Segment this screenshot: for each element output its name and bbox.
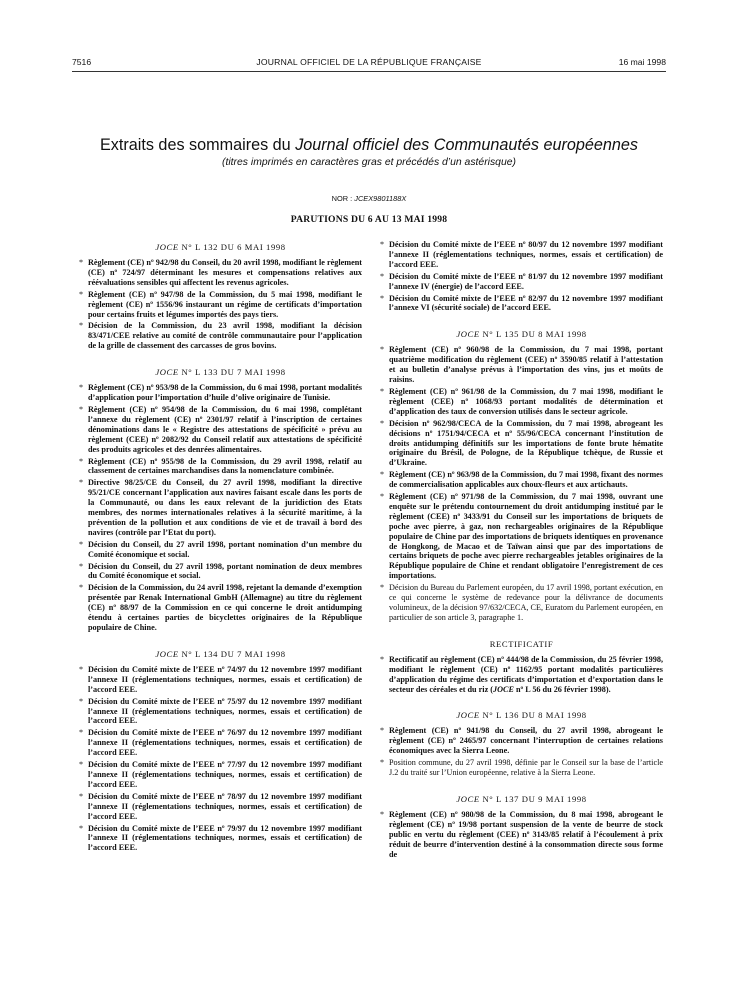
title-italic: Journal officiel des Communautés européennes [295, 136, 639, 154]
summary-item [79, 665, 362, 695]
item-bold-text: Règlement (CE) nº 942/98 du Conseil, du 20 avril 1998, modifiant le règlement (CE) nº 724/97 déterminant les mesures et compensations relatives aux réévaluations sensibles qui affectent les revenus agricoles. [88, 258, 362, 287]
asterisk-mark: * [380, 470, 385, 480]
section-gap [380, 625, 663, 637]
summary-item [79, 728, 362, 758]
section-heading-text: L 137 DU 9 MAI 1998 [496, 793, 587, 804]
joce-label: JOCE [456, 710, 480, 721]
summary-item [79, 457, 362, 477]
asterisk-mark: * [79, 728, 84, 738]
asterisk-mark: * [79, 791, 84, 801]
asterisk-mark: * [380, 418, 385, 428]
section-heading: JOCE N° L 133 DU 7 MAI 1998 [155, 367, 286, 378]
right-column [380, 240, 663, 862]
issue-date: 16 mai 1998 [618, 57, 666, 67]
page-title [72, 136, 666, 155]
asterisk-mark: * [79, 289, 84, 299]
summary-item [79, 258, 362, 288]
summary-item [380, 419, 663, 469]
item-bold-text: Directive 98/25/CE du Conseil, du 27 avril 1998, modifiant la directive 95/21/CE concernant l’application aux navires faisant escale dans les ports de la Communauté, ou dans les eaux relevant de la juridiction des Etats membres, des normes internationales relatives à la sécurité maritime, à la prévention de la pollution et aux conditions de vie et de travail à bord des navires (contrôle par l’Etat du port). [88, 478, 362, 537]
asterisk-mark: * [79, 478, 84, 488]
item-bold-text: Décision du Comité mixte de l’EEE nº 78/97 du 12 novembre 1997 modifiant l’annexe II (réglementations techniques, normes, essais et certification) de l’accord EEE. [88, 791, 362, 821]
asterisk-mark: * [380, 271, 385, 281]
item-bold-text: Règlement (CE) nº 961/98 de la Commission, du 7 mai 1998, modifiant le règlement (CEE) nº 1068/93 portant modalités de détermination et d’application des taux de conversion utilisés dans le secteur agricole. [389, 386, 663, 416]
page-number: 7516 [72, 57, 92, 67]
left-column [79, 240, 362, 855]
item-text: Décision du Bureau du Parlement européen, du 17 avril 1998, portant exécution, en ce qui concerne le système de redevance pour la délivrance de documents volumineux, de la décision 97/632/CECA, CE, Euratom du Parlement européen, en particulier de son article 3, paragraphe 1. [389, 583, 663, 622]
summary-item [380, 272, 663, 292]
asterisk-mark: * [79, 383, 84, 393]
item-bold-text: Règlement (CE) nº 971/98 de la Commission, du 7 mai 1998, ouvrant une enquête sur le prétendu contournement du droit antidumping institué par le règlement (CEE) nº 3433/91 du Conseil sur les importations de briquets de poche avec pierre, à gaz, non rechargeables originaires de la République populaire de Chine par des importations de briquets identiques en provenance de Hongkong, de Macao et de Taïwan ainsi que par des importations de certains briquets de poche avec pierre rechargeables jetables originaires de la République populaire de Chine et rendant obligatoire l’enregistrement de ces importations. [389, 492, 663, 581]
item-bold-text: Décision du Comité mixte de l’EEE nº 80/97 du 12 novembre 1997 modifiant l’annexe II (réglementations techniques, normes, essais et certification) de l’accord EEE. [389, 240, 663, 269]
section-heading: JOCE N° L 134 DU 7 MAI 1998 [155, 648, 286, 659]
section-heading-text: L 136 DU 8 MAI 1998 [496, 710, 587, 721]
asterisk-mark: * [380, 293, 385, 303]
parutions-heading: PARUTIONS DU 6 AU 13 MAI 1998 [290, 214, 448, 225]
section-heading: JOCE N° L 135 DU 8 MAI 1998 [456, 329, 587, 340]
summary-item [380, 758, 663, 778]
item-italic-text: JOCE [492, 684, 514, 694]
item-bold-text: Décision du Comité mixte de l’EEE nº 76/97 du 12 novembre 1997 modifiant l’annexe II (réglementations techniques, normes, essais et certification) de l’accord EEE. [88, 728, 362, 758]
joce-label: JOCE [155, 242, 179, 252]
joce-label: JOCE [155, 367, 179, 378]
asterisk-mark: * [380, 654, 385, 664]
item-bold-text: Règlement (CE) nº 941/98 du Conseil, du 27 avril 1998, abrogeant le règlement (CE) nº 2465/97 concernant l’interruption de certaines relations économiques avec la Sierra Leone. [389, 726, 663, 756]
asterisk-mark: * [380, 345, 385, 355]
section-heading-text: L 132 DU 6 MAI 1998 [195, 242, 286, 252]
item-bold-text: nº L 56 du 26 février 1998). [513, 684, 611, 694]
summary-item [79, 760, 362, 790]
item-bold-text: Règlement (CE) nº 963/98 de la Commission, du 7 mai 1998, fixant des normes de commercialisation applicables aux choux-fleurs et aux artichauts. [389, 470, 663, 490]
summary-item [79, 824, 362, 854]
item-bold-text: Décision du Comité mixte de l’EEE nº 82/97 du 12 novembre 1997 modifiant l’annexe VI (sécurité sociale) de l’accord EEE. [389, 293, 663, 313]
nor-label: NOR : [331, 194, 355, 203]
summary-item [380, 345, 663, 385]
summary-item [380, 294, 663, 314]
title-prefix: Extraits des sommaires du [99, 136, 296, 154]
joce-label: JOCE [456, 793, 480, 804]
summary-item [79, 321, 362, 351]
asterisk-mark: * [79, 321, 84, 331]
item-bold-text: Décision du Comité mixte de l’EEE nº 75/97 du 12 novembre 1997 modifiant l’annexe II (réglementations techniques, normes, essais et certification) de l’accord EEE. [88, 696, 362, 726]
asterisk-mark: * [79, 583, 84, 593]
summary-item [380, 492, 663, 581]
section-heading-text: L 134 DU 7 MAI 1998 [195, 648, 286, 659]
item-bold-text: Décision du Comité mixte de l’EEE nº 74/97 du 12 novembre 1997 modifiant l’annexe II (réglementations techniques, normes, essais et certification) de l’accord EEE. [88, 664, 362, 694]
item-bold-text: Décision de la Commission, du 23 avril 1998, modifiant la décision 83/471/CEE relative au comité de contrôle communautaire pour l’application de la grille de classement des carcasses de gros bovins. [88, 321, 362, 351]
item-bold-text: Règlement (CE) nº 955/98 de la Commission, du 29 avril 1998, relatif au classement de certaines marchandises dans la nomenclature combinée. [88, 456, 362, 476]
summary-item [380, 387, 663, 417]
page-subtitle: (titres imprimés en caractères gras et précédés d’un astérisque) [222, 157, 516, 168]
asterisk-mark: * [79, 539, 84, 549]
asterisk-mark: * [79, 823, 84, 833]
asterisk-mark: * [79, 404, 84, 414]
summary-item [380, 583, 663, 623]
asterisk-mark: * [79, 664, 84, 674]
section-heading [380, 639, 663, 649]
item-bold-text: Décision du Conseil, du 27 avril 1998, portant nomination de deux membres du Comité économique et social. [88, 561, 362, 581]
summary-item [79, 290, 362, 320]
section-heading: JOCE N° L 132 DU 6 MAI 1998 [155, 242, 286, 252]
item-bold-text: Règlement (CE) nº 960/98 de la Commission, du 7 mai 1998, portant quatrième modification du règlement (CEE) nº 3590/85 relatif à l’attestation et au bulletin d’analyse prévus à l’importation des vins, jus et moûts de raisins. [389, 345, 663, 385]
asterisk-mark: * [380, 726, 385, 736]
asterisk-mark: * [380, 583, 385, 593]
section-gap [380, 696, 663, 708]
summary-item [79, 540, 362, 560]
header-rule [72, 71, 666, 72]
item-bold-text: Décision de la Commission, du 24 avril 1998, rejetant la demande d’exemption présentée par Renak International GmbH (Allemagne) au titre du règlement (CE) nº 88/97 de la Commission en ce qui concerne le droit antidumping étendu à certaines parties de bicyclettes originaires de la République populaire de Chine. [88, 583, 362, 632]
section-heading: JOCE N° L 137 DU 9 MAI 1998 [456, 793, 587, 804]
item-bold-text: Décision du Comité mixte de l’EEE nº 77/97 du 12 novembre 1997 modifiant l’annexe II (réglementations techniques, normes, essais et certification) de l’accord EEE. [88, 760, 362, 789]
summary-item [79, 405, 362, 455]
section-gap [380, 780, 663, 792]
summary-item [380, 810, 663, 860]
summary-item [79, 562, 362, 582]
item-bold-text: Décision nº 962/98/CECA de la Commission, du 7 mai 1998, abrogeant les décisions nº 1751/94/CECA et nº 55/96/CECA concernant l’institution de droits antidumping définitifs sur les importations de fonte brute hématite originaire du Brésil, de Pologne, de la République tchèque, de Russie et d’Ukraine. [389, 418, 663, 468]
joce-label: JOCE [456, 329, 480, 340]
section-heading-text: L 133 DU 7 MAI 1998 [195, 367, 286, 378]
item-bold-text: Rectificatif au règlement (CE) nº 444/98 de la Commission, du 25 février 1998, modifiant le règlement (CE) nº 1162/95 portant modalités particulières d’application du régime des certificats d’importation et d’exportation dans le secteur des céréales et du riz ( [389, 654, 663, 694]
section-gap [380, 315, 663, 327]
asterisk-mark: * [380, 386, 385, 396]
asterisk-mark: * [79, 456, 84, 466]
item-bold-text: Règlement (CE) nº 980/98 de la Commission, du 8 mai 1998, abrogeant le règlement (CE) nº 19/98 portant suspension de la vente de beurre de stock public en vertu du règlement (CEE) nº 3143/85 relatif à l’écoulement à prix réduit de beurre d’intervention destiné à la consommation directe sous forme de [389, 809, 663, 859]
summary-item [380, 240, 663, 270]
asterisk-mark: * [380, 492, 385, 502]
asterisk-mark: * [380, 240, 385, 249]
journal-title: JOURNAL OFFICIEL DE LA RÉPUBLIQUE FRANÇAISE [256, 57, 482, 67]
section-heading: JOCE N° L 136 DU 8 MAI 1998 [456, 710, 587, 721]
page-header [72, 57, 666, 71]
item-bold-text: Décision du Comité mixte de l’EEE nº 79/97 du 12 novembre 1997 modifiant l’annexe II (réglementations techniques, normes, essais et certification) de l’accord EEE. [88, 823, 362, 853]
section-gap [79, 353, 362, 365]
item-text: Position commune, du 27 avril 1998, définie par le Conseil sur la base de l’article J.2 du traité sur l’Union européenne, relative à la Sierra Leone. [389, 758, 663, 778]
summary-item [79, 697, 362, 727]
nor-code: JCEX9801188X [354, 194, 407, 203]
asterisk-mark: * [79, 258, 84, 267]
joce-label: JOCE [155, 648, 179, 659]
summary-item [380, 655, 663, 695]
summary-item [79, 583, 362, 633]
item-bold-text: Règlement (CE) nº 947/98 de la Commission, du 5 mai 1998, modifiant le règlement (CE) nº 1556/96 instaurant un régime de certificats d’importation pour certains fruits et légumes importés des pays tiers. [88, 289, 362, 319]
summary-item [79, 478, 362, 537]
nor-reference [72, 194, 666, 203]
asterisk-mark: * [380, 758, 385, 768]
asterisk-mark: * [79, 696, 84, 706]
asterisk-mark: * [380, 809, 385, 819]
item-bold-text: Décision du Conseil, du 27 avril 1998, portant nomination d’un membre du Comité économique et social. [88, 539, 362, 559]
section-gap [79, 635, 362, 647]
summary-item [79, 792, 362, 822]
item-bold-text: Règlement (CE) nº 954/98 de la Commission, du 6 mai 1998, complétant l’annexe du règlement (CE) nº 2301/97 relatif à l’inscription de certaines dénominations dans le « Registre des attestations de spécificité » prévu au règlement (CEE) nº 2082/92 du Conseil relatif aux attestations de spécificité des produits agricoles et des denrées alimentaires. [88, 404, 362, 454]
summary-item [380, 470, 663, 490]
section-heading-text: RECTIFICATIF [489, 638, 554, 649]
item-bold-text: Décision du Comité mixte de l’EEE nº 81/97 du 12 novembre 1997 modifiant l’annexe IV (énergie) de l’accord EEE. [389, 271, 663, 291]
section-heading-text: L 135 DU 8 MAI 1998 [496, 329, 587, 340]
item-bold-text: Règlement (CE) nº 953/98 de la Commission, du 6 mai 1998, portant modalités d’application pour l’importation d’huile d’olive originaire de Tunisie. [88, 383, 362, 403]
summary-item [380, 726, 663, 756]
summary-item [79, 383, 362, 403]
asterisk-mark: * [79, 760, 84, 770]
asterisk-mark: * [79, 561, 84, 571]
